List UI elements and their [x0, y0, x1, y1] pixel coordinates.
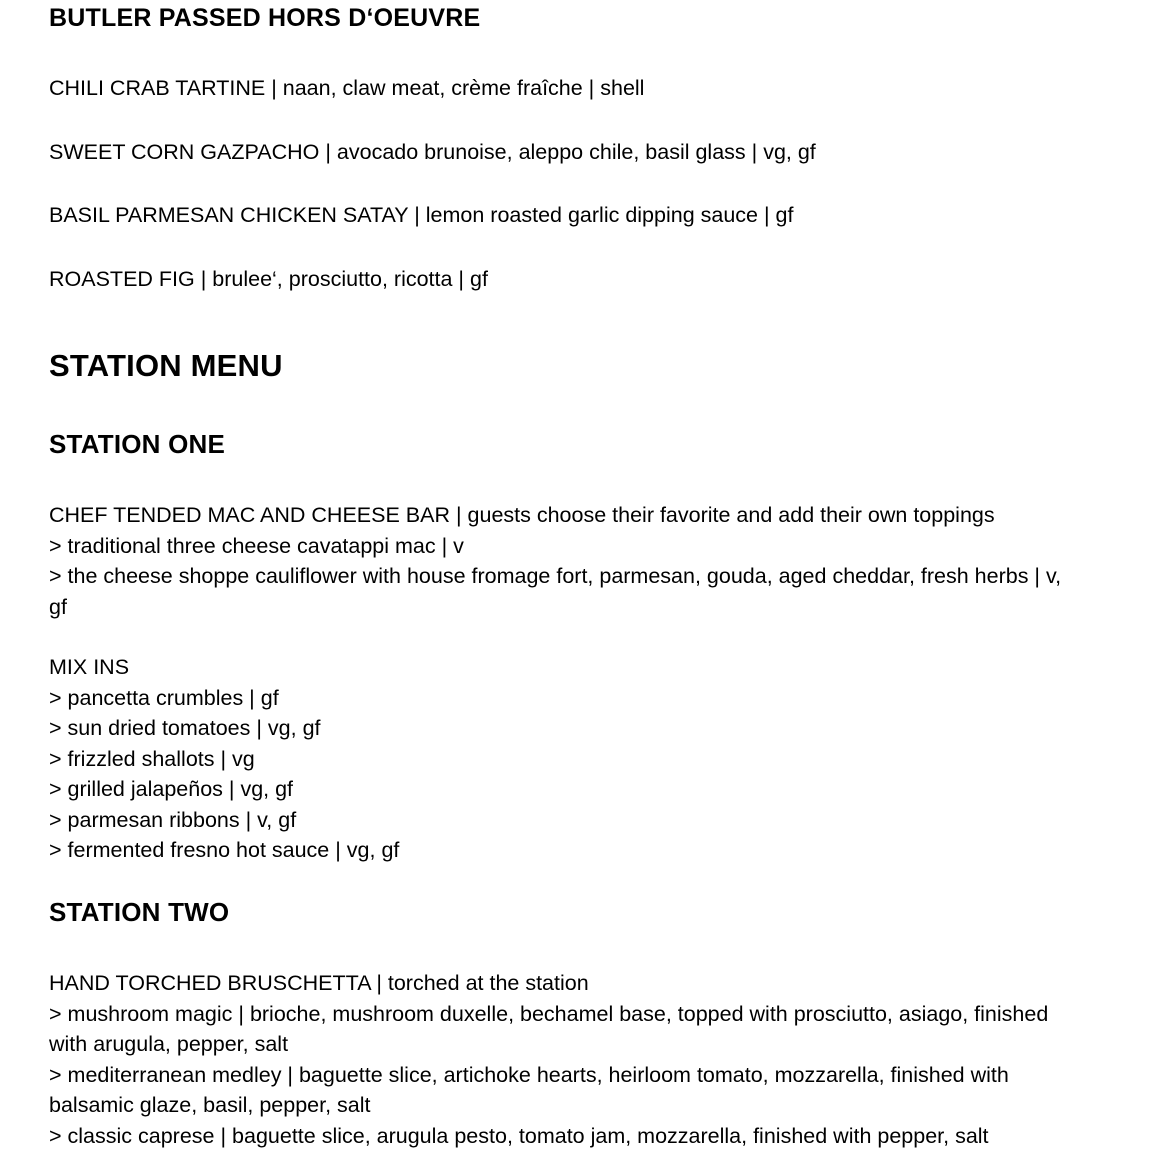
mix-ins-title: MIX INS [49, 655, 130, 679]
mix-in-item: > frizzled shallots | vg [49, 746, 255, 771]
bruschetta-item: > classic caprese | baguette slice, arugula pesto, tomato jam, mozzarella, finished with pepper, salt [49, 1123, 989, 1148]
menu-item-roasted-fig: ROASTED FIG | brulee‘, prosciutto, ricotta | gf [49, 267, 488, 291]
heading-station-menu: STATION MENU [49, 348, 283, 383]
mac-bar-option: > the cheese shoppe cauliflower with house fromage fort, parmesan, gouda, aged cheddar, fresh herbs | v, [49, 564, 1062, 588]
bruschetta-item: > mushroom magic | brioche, mushroom duxelle, bechamel base, topped with prosciutto, asiago, finished [49, 1001, 1049, 1026]
mix-in-item: > grilled jalapeños | vg, gf [49, 777, 294, 801]
mac-bar-title: CHEF TENDED MAC AND CHEESE BAR | guests choose their favorite and add their own toppings [49, 503, 995, 527]
mac-bar-option-continued: gf [49, 594, 67, 619]
bruschetta-list [49, 968, 1048, 1151]
menu-item-chili-crab: CHILI CRAB TARTINE | naan, claw meat, crème fraîche | shell [49, 76, 645, 100]
bruschetta-item: > mediterranean medley | baguette slice, artichoke hearts, heirloom tomato, mozzarella, finished with [49, 1062, 1009, 1087]
menu-item-gazpacho: SWEET CORN GAZPACHO | avocado brunoise, aleppo chile, basil glass | vg, gf [49, 140, 816, 164]
mix-in-item: > parmesan ribbons | v, gf [49, 807, 297, 832]
menu-item-chicken-satay: BASIL PARMESAN CHICKEN SATAY | lemon roasted garlic dipping sauce | gf [49, 203, 794, 227]
mac-and-cheese-bar [49, 500, 1061, 622]
mix-in-item: > sun dried tomatoes | vg, gf [49, 716, 321, 740]
mac-bar-option: > traditional three cheese cavatappi mac | v [49, 533, 464, 558]
bruschetta-title: HAND TORCHED BRUSCHETTA | torched at the station [49, 971, 589, 995]
heading-station-two: STATION TWO [49, 897, 230, 927]
mix-in-item: > pancetta crumbles | gf [49, 685, 279, 710]
mix-in-item: > fermented fresno hot sauce | vg, gf [49, 838, 400, 862]
heading-hors-doeuvre: BUTLER PASSED HORS D‘OEUVRE [49, 4, 481, 32]
bruschetta-item-continued: with arugula, pepper, salt [49, 1032, 289, 1056]
mix-ins-list [49, 652, 399, 866]
bruschetta-item-continued: balsamic glaze, basil, pepper, salt [49, 1093, 371, 1117]
heading-station-one: STATION ONE [49, 429, 226, 459]
